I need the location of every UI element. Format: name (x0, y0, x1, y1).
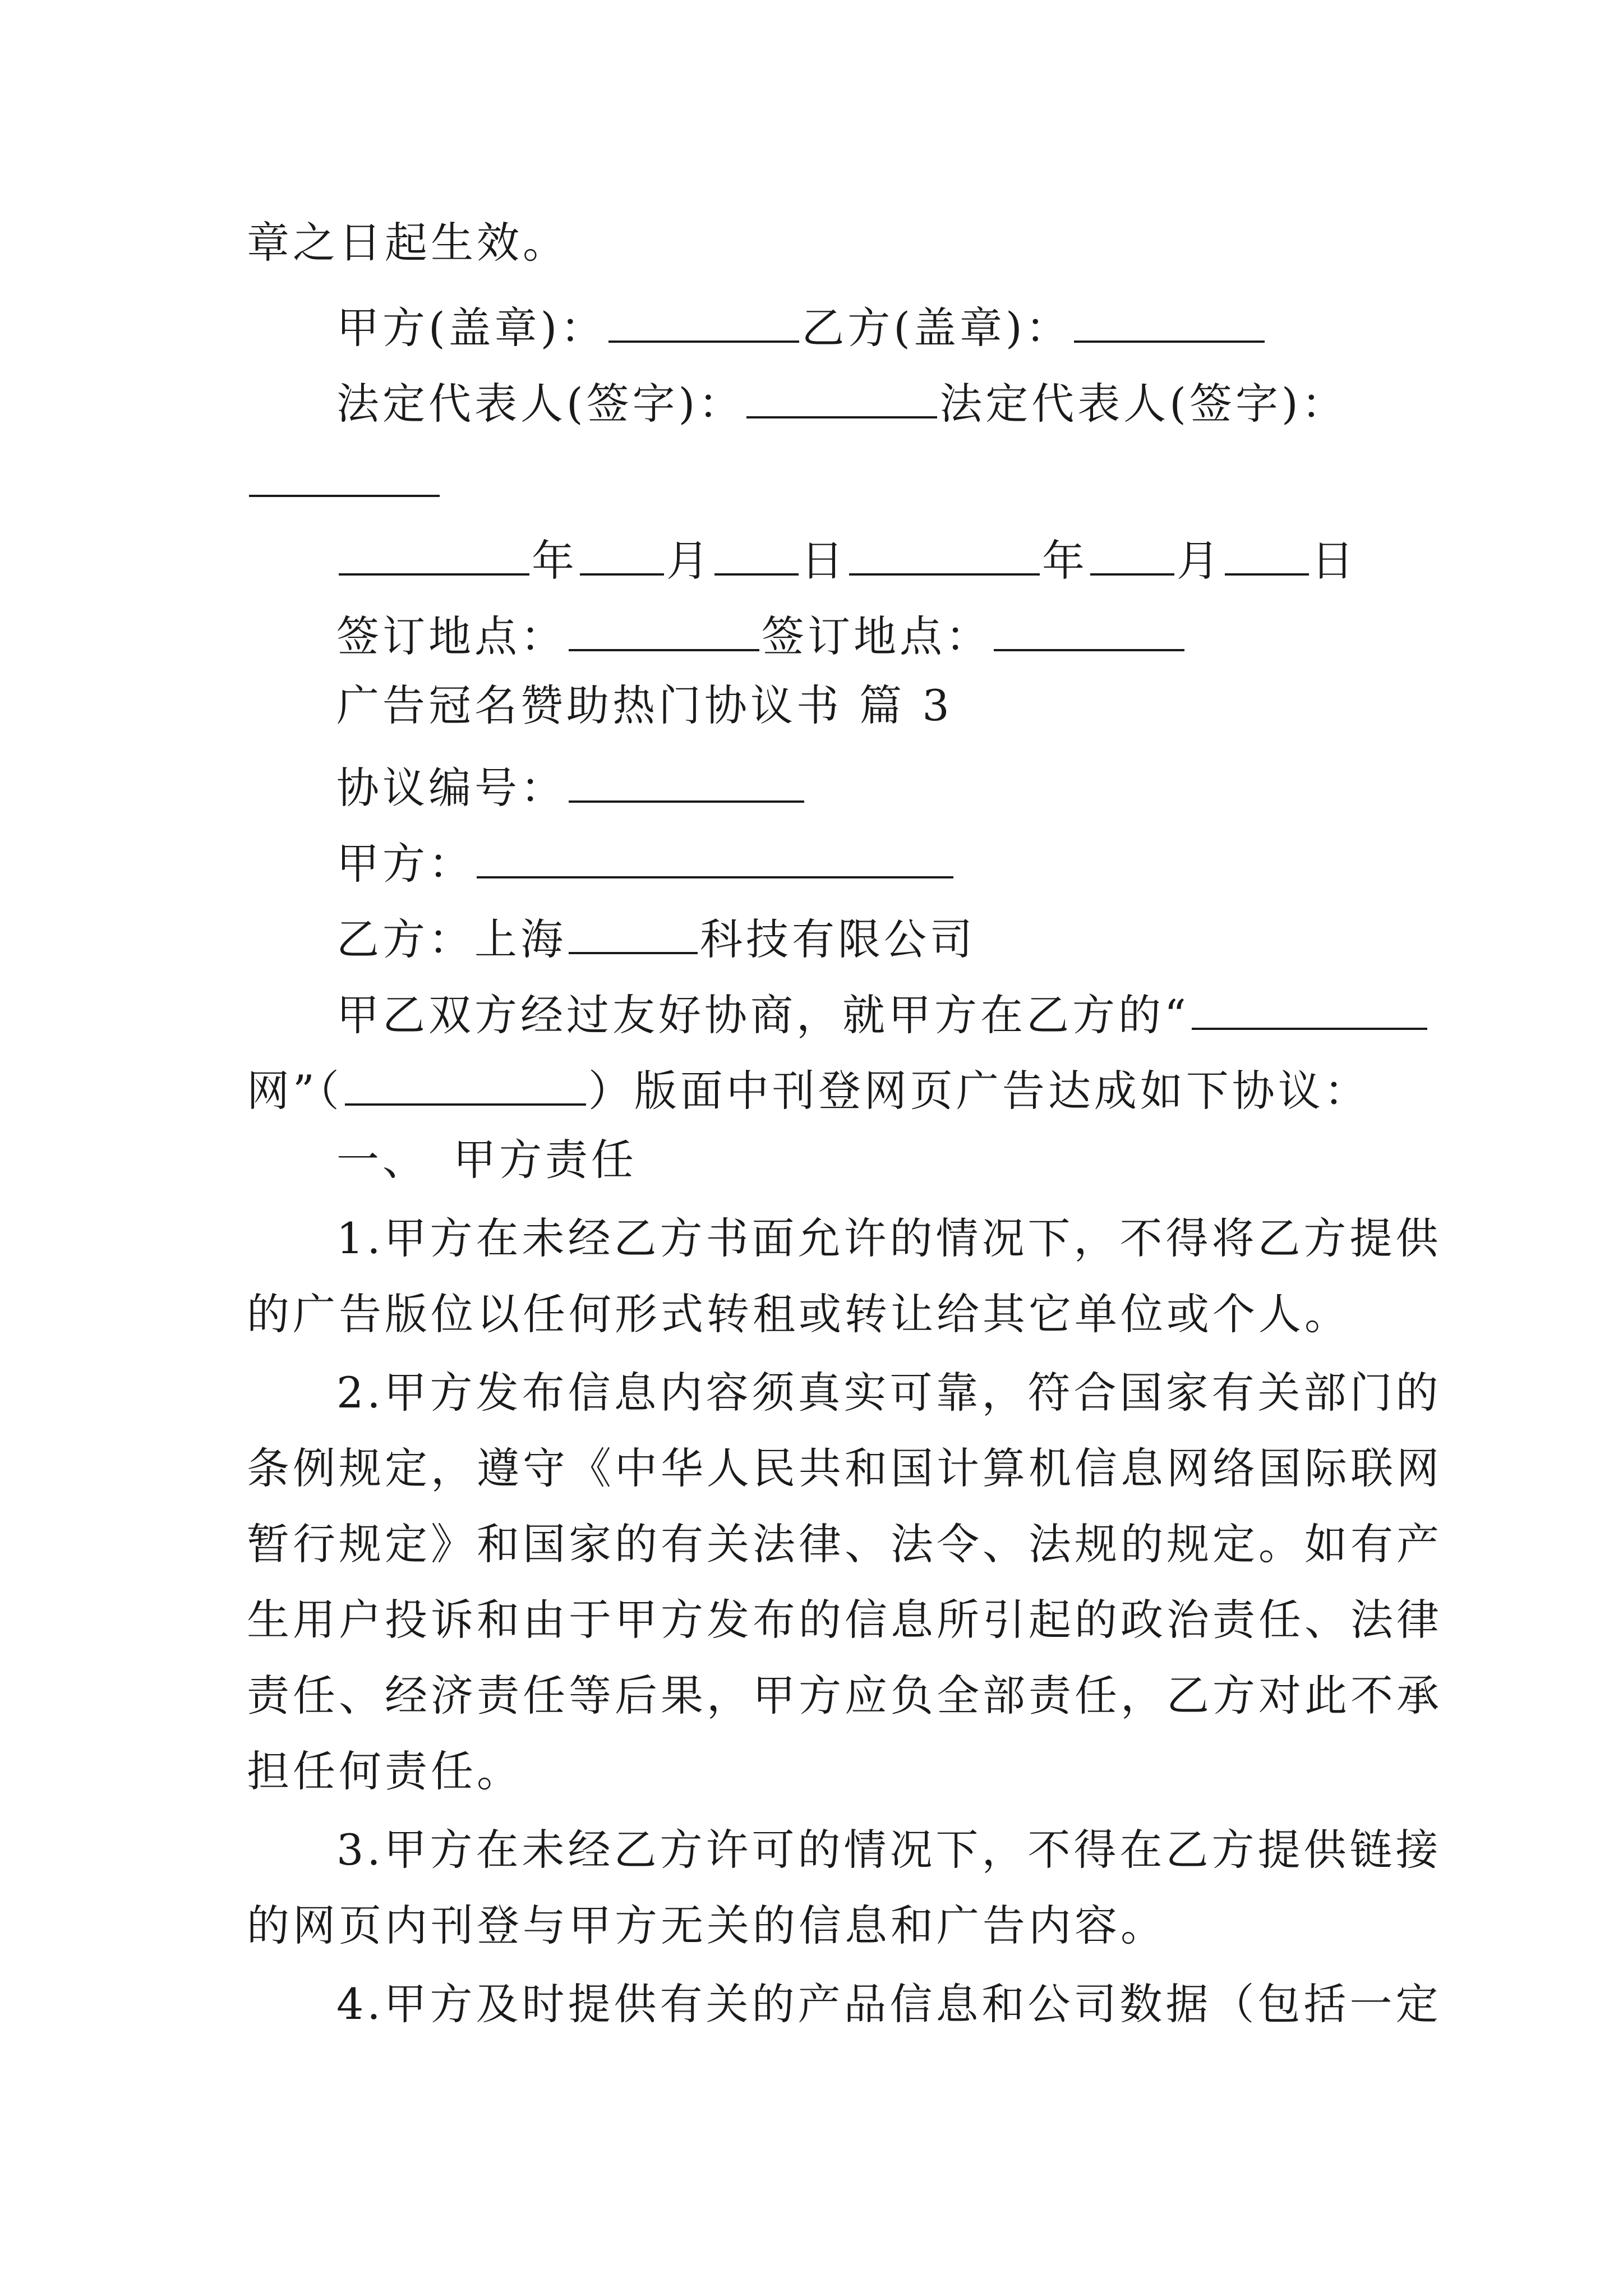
fill-in-blank (1074, 300, 1265, 343)
text-segment: 一、 甲方责任 (336, 1135, 637, 1185)
fill-in-blank (569, 760, 804, 803)
text-segment: 乙方(盖章)： (801, 303, 1072, 353)
text-segment: 科技有限公司 (700, 914, 976, 964)
text-line-5 (336, 533, 1357, 586)
text-line-17 (247, 1443, 1442, 1493)
fill-in-blank (569, 609, 759, 651)
text-segment: 3.甲方在未经乙方许可的情况下，不得在乙方提供链接 (336, 1825, 1442, 1875)
text-segment: 暂行规定》和国家的有关法律、法令、法规的规定。如有产 (247, 1519, 1442, 1569)
text-segment: 月 (1177, 536, 1223, 586)
text-line-19 (247, 1595, 1442, 1645)
fill-in-blank (994, 609, 1184, 651)
text-segment: 甲乙双方经过友好协商，就甲方在乙方的“ (336, 990, 1189, 1040)
text-line-1 (247, 218, 569, 268)
text-line-3 (336, 376, 1348, 429)
fill-in-blank (608, 300, 799, 343)
text-segment: 法定代表人(签字)： (336, 379, 745, 429)
fill-in-blank (345, 1063, 586, 1106)
text-segment: 法定代表人(签字)： (939, 379, 1348, 429)
fill-in-blank (569, 912, 698, 954)
text-line-18 (247, 1519, 1442, 1569)
text-segment: 甲方(盖章)： (336, 303, 607, 353)
text-segment: 签订地点： (762, 611, 992, 661)
text-segment: 年 (532, 536, 578, 586)
text-line-10 (336, 912, 976, 964)
fill-in-blank (580, 533, 664, 576)
fill-in-blank (849, 533, 1040, 576)
text-segment: 的广告版位以任何形式转租或转让给其它单位或个人。 (247, 1289, 1350, 1339)
text-line-21 (247, 1746, 523, 1796)
text-line-13 (336, 1135, 637, 1185)
text-segment: 章之日起生效。 (247, 218, 569, 268)
text-segment: 2.甲方发布信息内容须真实可靠，符合国家有关部门的 (336, 1368, 1442, 1418)
text-segment: 1.甲方在未经乙方书面允许的情况下，不得将乙方提供 (336, 1213, 1442, 1263)
fill-in-blank (714, 533, 799, 576)
text-segment: 年 (1042, 536, 1088, 586)
fill-in-blank (249, 454, 440, 497)
text-line-9 (336, 836, 956, 889)
text-segment: 广告冠名赞助热门协议书 篇 3 (336, 680, 953, 730)
text-line-16 (336, 1368, 1442, 1418)
text-segment: 日 (801, 536, 847, 586)
text-segment: 月 (666, 536, 712, 586)
text-line-12 (247, 1063, 1370, 1116)
text-line-7 (336, 680, 953, 730)
text-line-11 (336, 987, 1430, 1040)
text-line-2 (336, 300, 1267, 353)
text-segment: 条例规定，遵守《中华人民共和国计算机信息网络国际联网 (247, 1443, 1442, 1493)
text-segment: 乙方：上海 (336, 914, 566, 964)
fill-in-blank (1090, 533, 1174, 576)
fill-in-blank (1225, 533, 1309, 576)
text-line-14 (336, 1213, 1442, 1263)
text-line-23 (247, 1901, 1166, 1950)
text-segment: 日 (1311, 536, 1357, 586)
text-line-8 (336, 760, 806, 813)
text-segment: 协议编号： (336, 763, 566, 813)
text-segment: 责任、经济责任等后果，甲方应负全部责任，乙方对此不承 (247, 1671, 1442, 1720)
text-segment: 的网页内刊登与甲方无关的信息和广告内容。 (247, 1901, 1166, 1950)
text-line-4 (247, 454, 442, 504)
text-line-15 (247, 1289, 1350, 1339)
fill-in-blank (1192, 987, 1427, 1030)
text-segment: 签订地点： (336, 611, 566, 661)
text-segment: 网”（ (247, 1066, 343, 1116)
fill-in-blank (746, 376, 937, 418)
text-line-24 (336, 1979, 1442, 2029)
fill-in-blank (339, 533, 529, 576)
text-segment: 4.甲方及时提供有关的产品信息和公司数据（包括一定 (336, 1979, 1442, 2029)
text-line-22 (336, 1825, 1442, 1875)
text-segment: 担任何责任。 (247, 1746, 523, 1796)
text-line-20 (247, 1671, 1442, 1720)
text-segment: 甲方： (336, 839, 474, 889)
fill-in-blank (477, 836, 953, 878)
text-line-6 (336, 609, 1187, 661)
text-segment: 生用户投诉和由于甲方发布的信息所引起的政治责任、法律 (247, 1595, 1442, 1645)
text-segment: ）版面中刊登网页广告达成如下协议： (588, 1066, 1370, 1116)
